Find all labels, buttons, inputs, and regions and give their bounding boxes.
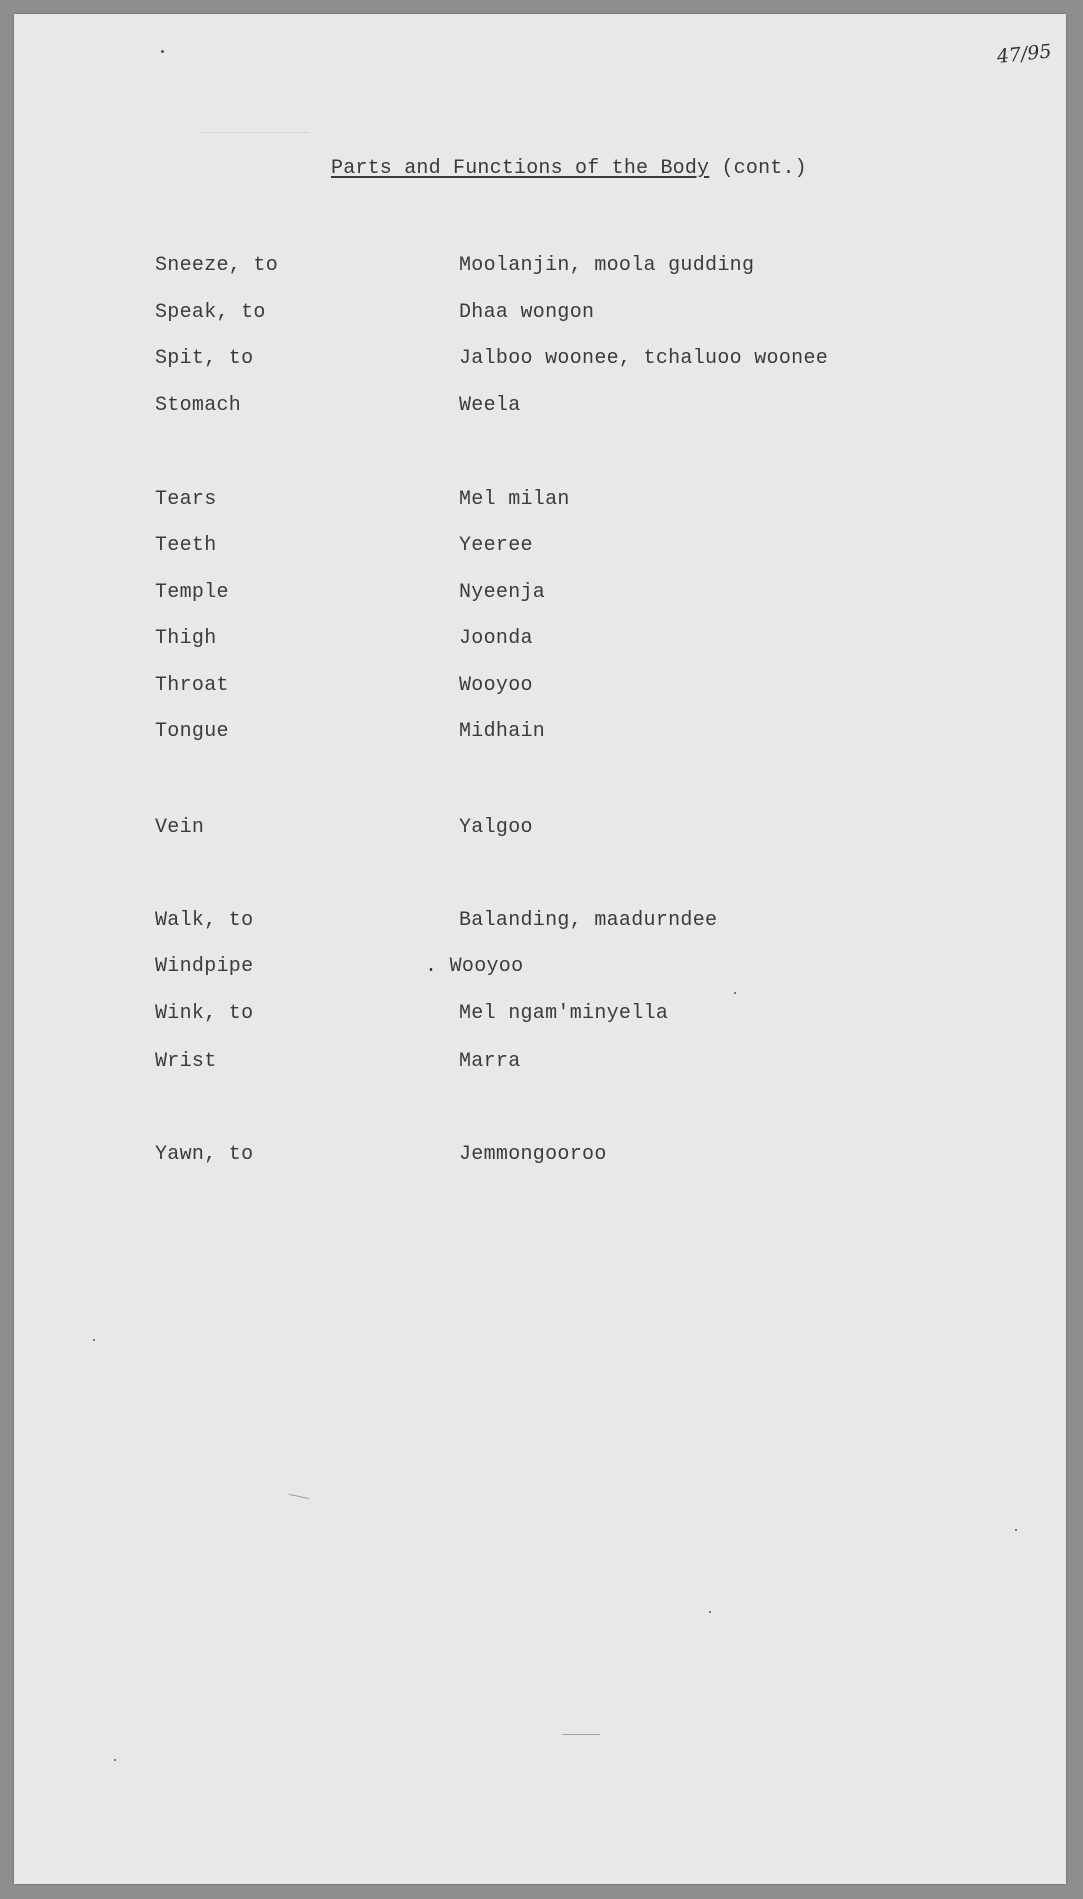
entry-gloss: Mel milan: [459, 488, 570, 511]
entry-term: Spit, to: [155, 347, 254, 370]
entry-gloss: Marra: [459, 1050, 521, 1073]
entry-gloss: Jalboo woonee, tchaluoo woonee: [459, 347, 829, 370]
entry-term: Tears: [155, 488, 217, 511]
entry-term: Vein: [155, 816, 205, 839]
scan-mark: [289, 1494, 309, 1499]
entry-gloss: Midhain: [459, 720, 546, 743]
entry-term: Walk, to: [155, 909, 254, 932]
scan-speck: [161, 50, 164, 53]
entry-term: Sneeze, to: [155, 254, 279, 277]
entry-gloss: Dhaa wongon: [459, 301, 595, 324]
scan-speck: [93, 1339, 95, 1341]
entry-term: Speak, to: [155, 301, 266, 324]
entry-term: Wink, to: [155, 1002, 254, 1025]
entry-gloss: Yalgoo: [459, 816, 533, 839]
scan-mark: [199, 132, 309, 133]
page-number: 47/95: [995, 40, 1053, 68]
entry-gloss: Jemmongooroo: [459, 1143, 607, 1166]
scan-speck: [114, 1759, 116, 1761]
entry-gloss: Balanding, maadurndee: [459, 909, 718, 932]
entry-term: Wrist: [155, 1050, 217, 1073]
scan-speck: [709, 1611, 711, 1613]
entry-term: Thigh: [155, 627, 217, 650]
entry-gloss: . Wooyoo: [425, 955, 524, 978]
scan-speck: [734, 992, 736, 994]
entry-term: Stomach: [155, 394, 242, 417]
entry-term: Temple: [155, 581, 229, 604]
entry-gloss: Yeeree: [459, 534, 533, 557]
entry-gloss: Mel ngam'minyella: [459, 1002, 669, 1025]
title-suffix: (cont.): [709, 157, 807, 180]
scan-speck: [1015, 1529, 1017, 1531]
title-main: Parts and Functions of the Body: [331, 157, 710, 180]
entry-term: Windpipe: [155, 955, 254, 978]
entry-term: Teeth: [155, 534, 217, 557]
entry-term: Tongue: [155, 720, 229, 743]
page-title: [331, 157, 807, 180]
entry-term: Throat: [155, 674, 229, 697]
document-page: [14, 14, 1066, 1884]
entry-gloss: Joonda: [459, 627, 533, 650]
entry-gloss: Weela: [459, 394, 521, 417]
entry-gloss: Nyeenja: [459, 581, 546, 604]
entry-term: Yawn, to: [155, 1143, 254, 1166]
scan-mark: [562, 1734, 600, 1735]
entry-gloss: Moolanjin, moola gudding: [459, 254, 755, 277]
entry-gloss: Wooyoo: [459, 674, 533, 697]
